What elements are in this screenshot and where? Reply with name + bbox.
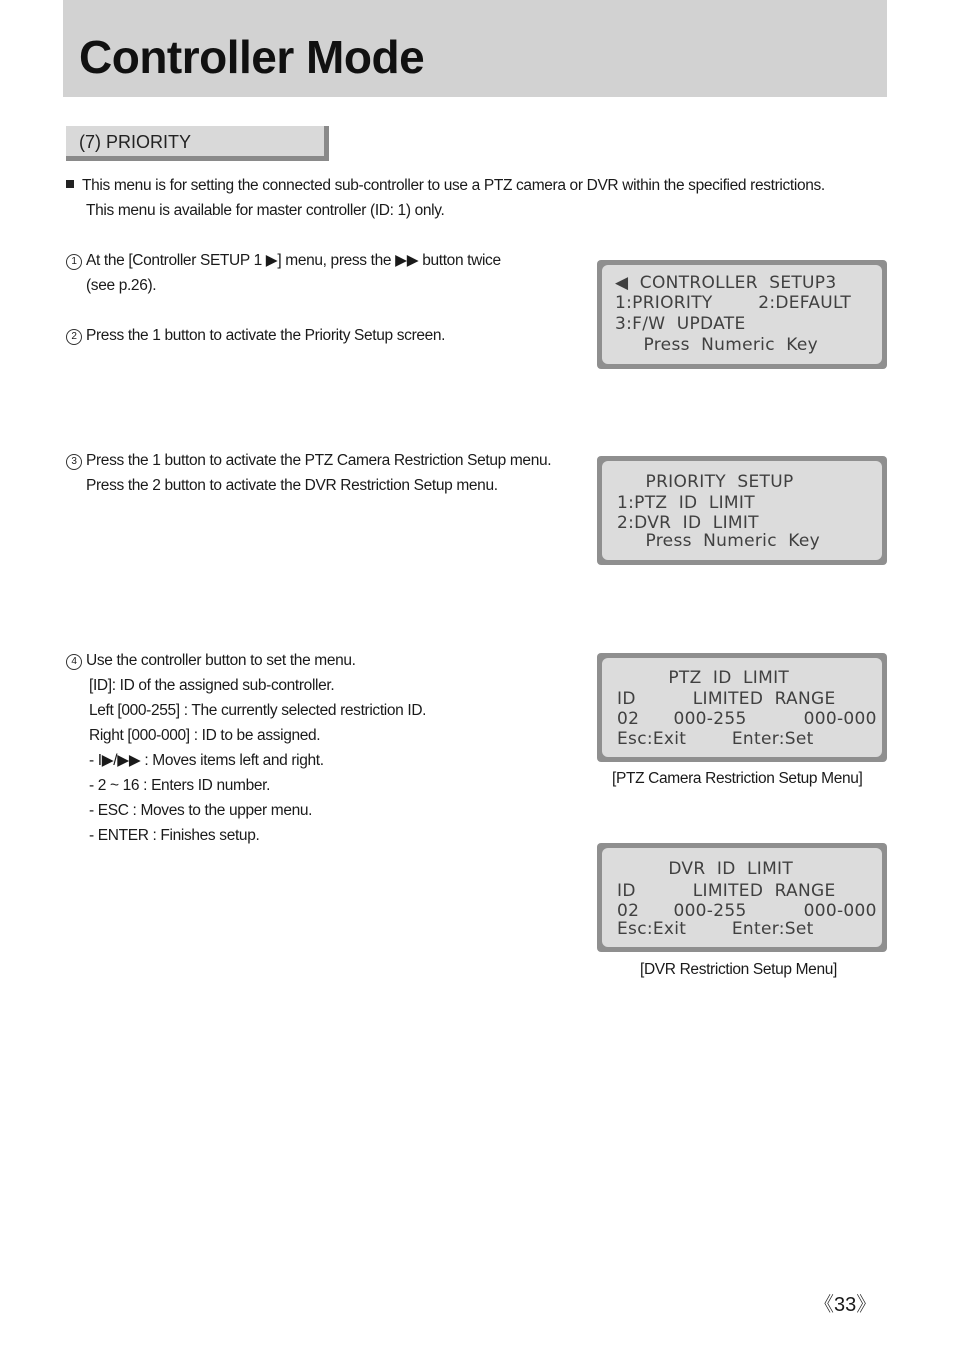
step-4-line-1 (66, 648, 426, 673)
step-4-line-8: - ENTER : Finishes setup. (89, 827, 260, 844)
step-4-line-2: [ID]: ID of the assigned sub-controller. (89, 677, 335, 694)
step-3-line-2: Press the 2 button to activate the DVR Restriction Setup menu. (86, 477, 498, 494)
step-2-line-1 (66, 323, 445, 348)
page-title: Controller Mode (79, 31, 425, 83)
header-band (63, 0, 887, 97)
lcd-screen (602, 658, 882, 757)
intro-line-1 (66, 173, 825, 198)
step-4-line-6: - 2 ~ 16 : Enters ID number. (89, 777, 271, 794)
step-1 (66, 248, 501, 298)
lcd-screen (602, 461, 882, 560)
lcd-line: 2:DVR ID LIMIT (617, 513, 759, 533)
lcd-line: 1:PTZ ID LIMIT (617, 493, 755, 513)
section-heading (66, 126, 329, 161)
lcd-line: PRIORITY SETUP (617, 472, 794, 492)
step-3-line-1 (66, 448, 551, 473)
circled-number-icon: 4 (66, 654, 82, 670)
lcd-line: 02 000-255 000-000 (617, 709, 877, 729)
step-2 (66, 323, 445, 348)
lcd-priority-setup (597, 456, 887, 565)
step-4-line-7: - ESC : Moves to the upper menu. (89, 802, 313, 819)
lcd-line: ◀ CONTROLLER SETUP3 (615, 273, 837, 293)
lcd-line: 1:PRIORITY 2:DEFAULT (615, 293, 852, 313)
intro-text-1: This menu is for setting the connected sub-controller to use a PTZ camera or DVR within the specified restrictions. (82, 177, 825, 194)
step-4-line-5: - I▶/▶▶ : Moves items left and right. (89, 752, 324, 769)
step-4 (66, 648, 426, 848)
step-1-line-2: (see p.26). (86, 277, 157, 294)
dvr-menu-caption: [DVR Restriction Setup Menu] (640, 961, 837, 978)
step-3-text: Press the 1 button to activate the PTZ Camera Restriction Setup menu. (86, 452, 552, 469)
step-1-text: At the [Controller SETUP 1 ▶] menu, press the ▶▶ button twice (86, 252, 501, 269)
lcd-line: 3:F/W UPDATE (615, 314, 746, 334)
page-number: 《33》 (814, 1294, 877, 1316)
step-4-line-4: Right [000-000] : ID to be assigned. (89, 727, 321, 744)
lcd-line: Esc:Exit Enter:Set (617, 729, 814, 749)
section-heading-label: (7) PRIORITY (79, 132, 192, 152)
intro-paragraph (66, 173, 825, 223)
lcd-line: ID LIMITED RANGE (617, 689, 836, 709)
intro-line-2: This menu is available for master controller (ID: 1) only. (86, 202, 445, 219)
lcd-line: PTZ ID LIMIT (617, 668, 790, 688)
circled-number-icon: 3 (66, 454, 82, 470)
lcd-ptz-id-limit (597, 653, 887, 762)
lcd-line: DVR ID LIMIT (617, 859, 794, 879)
step-2-text: Press the 1 button to activate the Priority Setup screen. (86, 327, 446, 344)
lcd-line: ID LIMITED RANGE (617, 881, 836, 901)
circled-number-icon: 2 (66, 329, 82, 345)
square-bullet-icon (66, 180, 74, 188)
step-4-text: Use the controller button to set the menu. (86, 652, 356, 669)
lcd-line: Press Numeric Key (615, 335, 818, 355)
step-3 (66, 448, 551, 498)
lcd-screen (602, 265, 882, 364)
step-4-line-3: Left [000-255] : The currently selected restriction ID. (89, 702, 427, 719)
lcd-line: 02 000-255 000-000 (617, 901, 877, 921)
ptz-menu-caption: [PTZ Camera Restriction Setup Menu] (612, 770, 863, 787)
step-1-line-1 (66, 248, 501, 273)
lcd-screen (602, 848, 882, 947)
lcd-line: Esc:Exit Enter:Set (617, 919, 814, 939)
circled-number-icon: 1 (66, 254, 82, 270)
lcd-dvr-id-limit (597, 843, 887, 952)
lcd-controller-setup3 (597, 260, 887, 369)
lcd-line: Press Numeric Key (617, 531, 820, 551)
